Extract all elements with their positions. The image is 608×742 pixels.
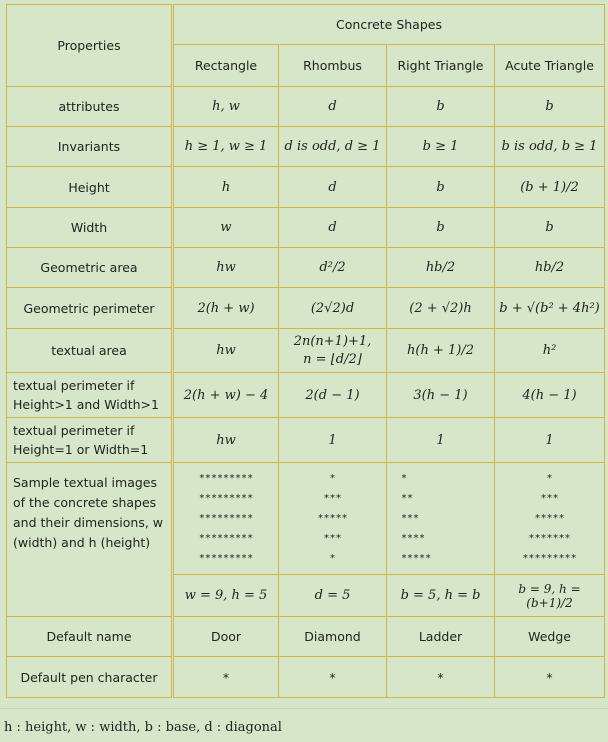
table-row [7, 329, 605, 373]
sample-image-cell [387, 463, 495, 575]
sample-images-label: Sample textual images of the concrete shapes and their dimensions, w (width) and h (height) [7, 463, 173, 617]
row-label: Default name [7, 617, 173, 657]
sample-dimension: d = 5 [279, 575, 387, 617]
table-cell: w [173, 208, 279, 248]
table-cell: * [495, 657, 605, 698]
sample-image-cell [495, 463, 605, 575]
table-cell: 2(h + w) [173, 288, 279, 329]
legend-caption: h : height, w : width, b : base, d : diagonal [4, 720, 282, 735]
table-row [7, 87, 605, 127]
table-cell: b [387, 87, 495, 127]
table-cell: (2√2)d [279, 288, 387, 329]
row-label: Geometric area [7, 248, 173, 288]
row-label: Invariants [7, 127, 173, 167]
column-header-rectangle: Rectangle [173, 45, 279, 87]
table-cell: h(h + 1)/2 [387, 329, 495, 373]
header-properties: Properties [7, 5, 173, 87]
table-cell: hw [173, 329, 279, 373]
table-row [7, 373, 605, 418]
sample-images-row [7, 463, 605, 575]
table-cell: b [495, 87, 605, 127]
table-cell: b [387, 167, 495, 208]
row-label: Width [7, 208, 173, 248]
table-cell: 2(d − 1) [279, 373, 387, 418]
divider [0, 708, 608, 709]
table-cell: d [279, 167, 387, 208]
row-label: Geometric perimeter [7, 288, 173, 329]
rhombus-sample-image: * *** ***** *** * [317, 472, 348, 564]
table-cell: d is odd, d ≥ 1 [279, 127, 387, 167]
sample-image-cell [279, 463, 387, 575]
table-row [7, 167, 605, 208]
table-cell: h, w [173, 87, 279, 127]
right-triangle-sample-image: * ** *** **** ***** [401, 472, 432, 564]
table-cell: hw [173, 418, 279, 463]
row-label: Height [7, 167, 173, 208]
table-cell: b [387, 208, 495, 248]
column-header-right-triangle: Right Triangle [387, 45, 495, 87]
table-cell: 4(h − 1) [495, 373, 605, 418]
table-row [7, 127, 605, 167]
column-header-rhombus: Rhombus [279, 45, 387, 87]
default-pen-row [7, 657, 605, 698]
sample-image-cell [173, 463, 279, 575]
table-cell: h² [495, 329, 605, 373]
sample-dimension: w = 9, h = 5 [173, 575, 279, 617]
table-cell: Diamond [279, 617, 387, 657]
concrete-shapes-table [6, 4, 605, 698]
rectangle-sample-image: ********* ********* ********* ********* ********* [198, 472, 254, 564]
header-concrete-shapes: Concrete Shapes [173, 5, 605, 45]
table-cell: hb/2 [495, 248, 605, 288]
sample-dimension: b = 5, h = b [387, 575, 495, 617]
table-cell: d²/2 [279, 248, 387, 288]
table-cell: 1 [495, 418, 605, 463]
column-header-acute-triangle: Acute Triangle [495, 45, 605, 87]
table-cell: b is odd, b ≥ 1 [495, 127, 605, 167]
table-cell: hb/2 [387, 248, 495, 288]
table-cell: h [173, 167, 279, 208]
table-row [7, 208, 605, 248]
table-cell: h ≥ 1, w ≥ 1 [173, 127, 279, 167]
table-row [7, 288, 605, 329]
row-label: textual perimeter if Height>1 and Width>1 [7, 373, 173, 418]
table-cell: Ladder [387, 617, 495, 657]
row-label: textual area [7, 329, 173, 373]
table-cell: d [279, 208, 387, 248]
table-cell: * [279, 657, 387, 698]
table-cell: (2 + √2)h [387, 288, 495, 329]
table-cell: 2n(n+1)+1, n = ⌊d/2⌋ [279, 329, 387, 373]
table-cell: * [387, 657, 495, 698]
table-cell: * [173, 657, 279, 698]
table-cell: 3(h − 1) [387, 373, 495, 418]
table-cell: Door [173, 617, 279, 657]
table-cell: b + √(b² + 4h²) [495, 288, 605, 329]
acute-triangle-sample-image: * *** ***** ******* ********* [522, 472, 577, 564]
table-cell: b [495, 208, 605, 248]
table-cell: Wedge [495, 617, 605, 657]
table-cell: hw [173, 248, 279, 288]
table-cell: 1 [387, 418, 495, 463]
table-cell: (b + 1)/2 [495, 167, 605, 208]
table-cell: 1 [279, 418, 387, 463]
table-cell: 2(h + w) − 4 [173, 373, 279, 418]
default-name-row [7, 617, 605, 657]
row-label: textual perimeter if Height=1 or Width=1 [7, 418, 173, 463]
table-cell: d [279, 87, 387, 127]
table-cell: b ≥ 1 [387, 127, 495, 167]
sample-dimension: b = 9, h = (b+1)/2 [495, 575, 605, 617]
table-row [7, 248, 605, 288]
row-label: Default pen character [7, 657, 173, 698]
table-row [7, 418, 605, 463]
row-label: attributes [7, 87, 173, 127]
